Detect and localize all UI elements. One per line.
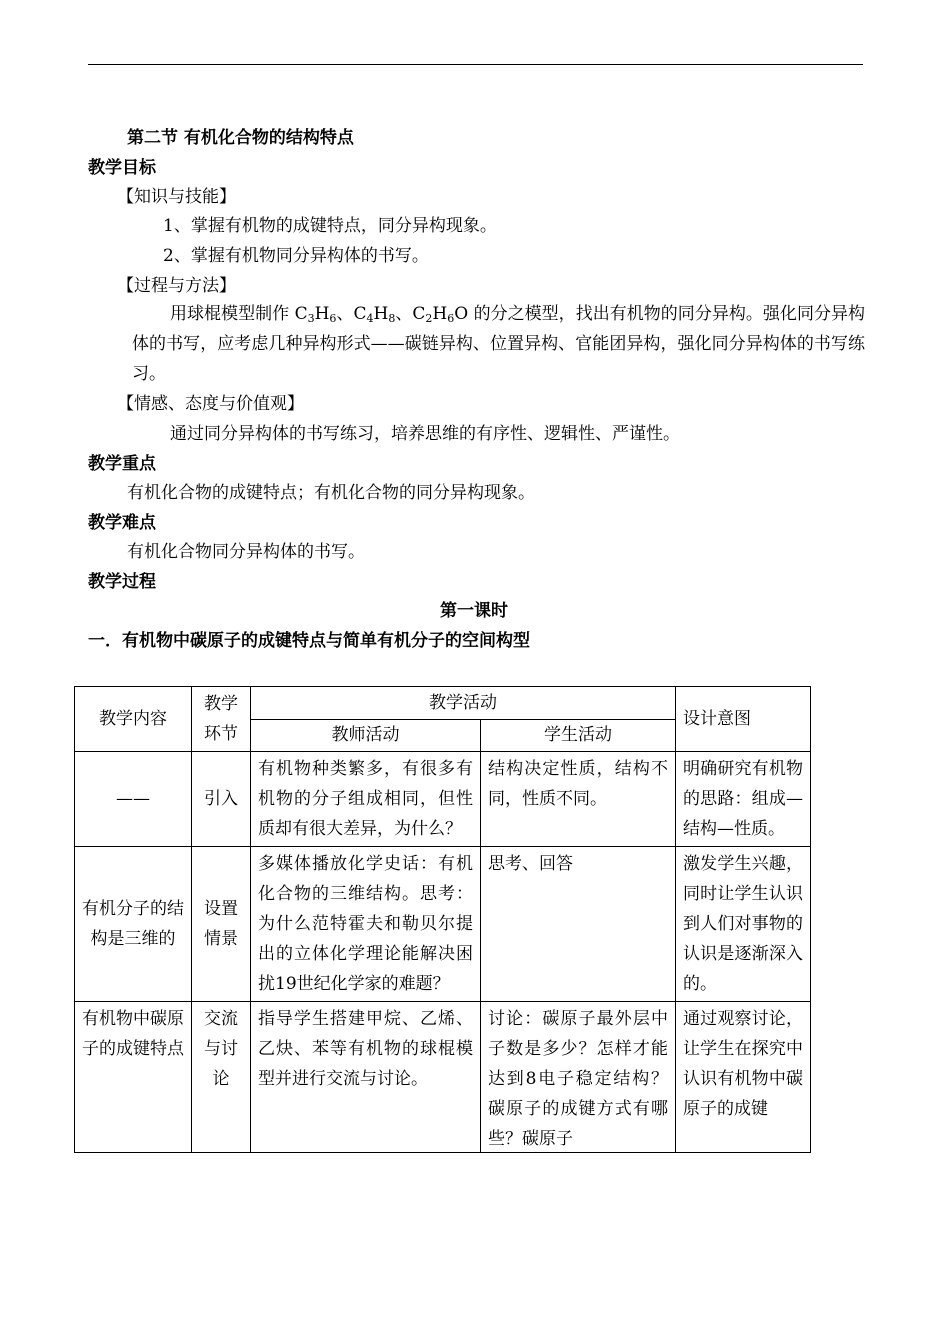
header-rule [88, 64, 863, 65]
knowledge-label: 【知识与技能】 [117, 187, 236, 207]
row3-teacher: 指导学生搭建甲烷、乙烯、 乙炔、苯等有机物的球棍模型并进行交流与讨论。 [251, 1002, 481, 1153]
difficulty-text: 有机化合物同分异构体的书写。 [127, 542, 365, 562]
emotion-text: 通过同分异构体的书写练习，培养思维的有序性、逻辑性、严谨性。 [170, 424, 680, 444]
header-stage: 教学环节 [192, 687, 251, 752]
lesson-title: 第一课时 [440, 601, 508, 621]
row3-stage: 交流与讨论 [192, 1002, 251, 1153]
row2-teacher: 多媒体播放化学史话：有机化合物的三维结构。思考：为什么范特霍夫和勒贝尔提出的立体化学理论能解决困扰19世纪化学家的难题？ [251, 847, 481, 1002]
table-row [75, 847, 811, 1002]
row1-content: —— [75, 752, 192, 847]
header-activity: 教学活动 [251, 687, 676, 720]
row1-intent: 明确研究有机物的思路：组成—结构—性质。 [676, 752, 811, 847]
row3-student-cell [481, 1002, 676, 1153]
row3-intent: 通过观察讨论，让学生在探究中认识有机物中碳原子的成键 [683, 1009, 803, 1119]
process-paragraph: 用球棍模型制作 $C_3H_6$、$C_4H_8$、$C_2H_6O$ 的分之模型，找出有机物的同分异构。强化同分异构体的书写，应考虑几种异构形式——碳链异构、位置异构、官能团异构，强化同分异构体的书写练习。 [132, 304, 866, 384]
key-point-text: 有机化合物的成键特点；有机化合物的同分异构现象。 [127, 483, 535, 503]
table-header-row [75, 687, 811, 720]
formula-c4h8: $C_4H_8$ [353, 304, 396, 325]
lesson-plan-table [74, 686, 811, 1153]
key-point-heading: 教学重点 [88, 454, 156, 474]
knowledge-item-2: 2、掌握有机物同分异构体的书写。 [163, 246, 429, 266]
header-intent: 设计意图 [676, 687, 811, 752]
row3-student: 讨论：碳原子最外层中子数是多少？怎样才能达到8电子稳定结构？碳原子的成键方式有哪些？碳原子 [488, 1009, 668, 1149]
row3-intent-cell [676, 1002, 811, 1153]
procedure-heading: 教学过程 [88, 572, 156, 592]
difficulty-heading: 教学难点 [88, 513, 156, 533]
header-content: 教学内容 [75, 687, 192, 752]
process-label: 【过程与方法】 [117, 276, 236, 296]
process-text-before: 用球棍模型制作 [170, 304, 295, 324]
table-row [75, 752, 811, 847]
process-text-after: 的分之模型，找出有机物的同分异构。强化同分异构体的书写，应考虑几种异构形式——碳链异构、位置异构、官能团异构，强化同分异构体的书写练习。 [132, 304, 866, 384]
knowledge-item-1: 1、掌握有机物的成键特点，同分异构现象。 [163, 216, 497, 236]
row3-content: 有机物中碳原子的成键特点 [75, 1002, 192, 1153]
row2-stage: 设置情景 [192, 847, 251, 1002]
row1-stage: 引入 [192, 752, 251, 847]
table-row [75, 1002, 811, 1153]
row2-content: 有机分子的结构是三维的 [75, 847, 192, 1002]
emotion-label: 【情感、态度与价值观】 [117, 394, 304, 414]
row2-student: 思考、回答 [481, 847, 676, 1002]
section-title: 第二节 有机化合物的结构特点 [127, 128, 354, 148]
row1-teacher: 有机物种类繁多，有很多有机物的分子组成相同，但性质却有很大差异，为什么？ [251, 752, 481, 847]
formula-c2h6o: $C_2H_6O$ [412, 304, 469, 325]
header-teacher: 教师活动 [251, 719, 481, 752]
row2-intent: 激发学生兴趣，同时让学生认识到人们对事物的认识是逐渐深入的。 [676, 847, 811, 1002]
goals-heading: 教学目标 [88, 158, 156, 178]
part-title: 一．有机物中碳原子的成键特点与简单有机分子的空间构型 [88, 631, 530, 651]
header-student: 学生活动 [481, 719, 676, 752]
row1-student: 结构决定性质，结构不同，性质不同。 [481, 752, 676, 847]
formula-c3h6: $C_3H_6$ [294, 304, 337, 325]
